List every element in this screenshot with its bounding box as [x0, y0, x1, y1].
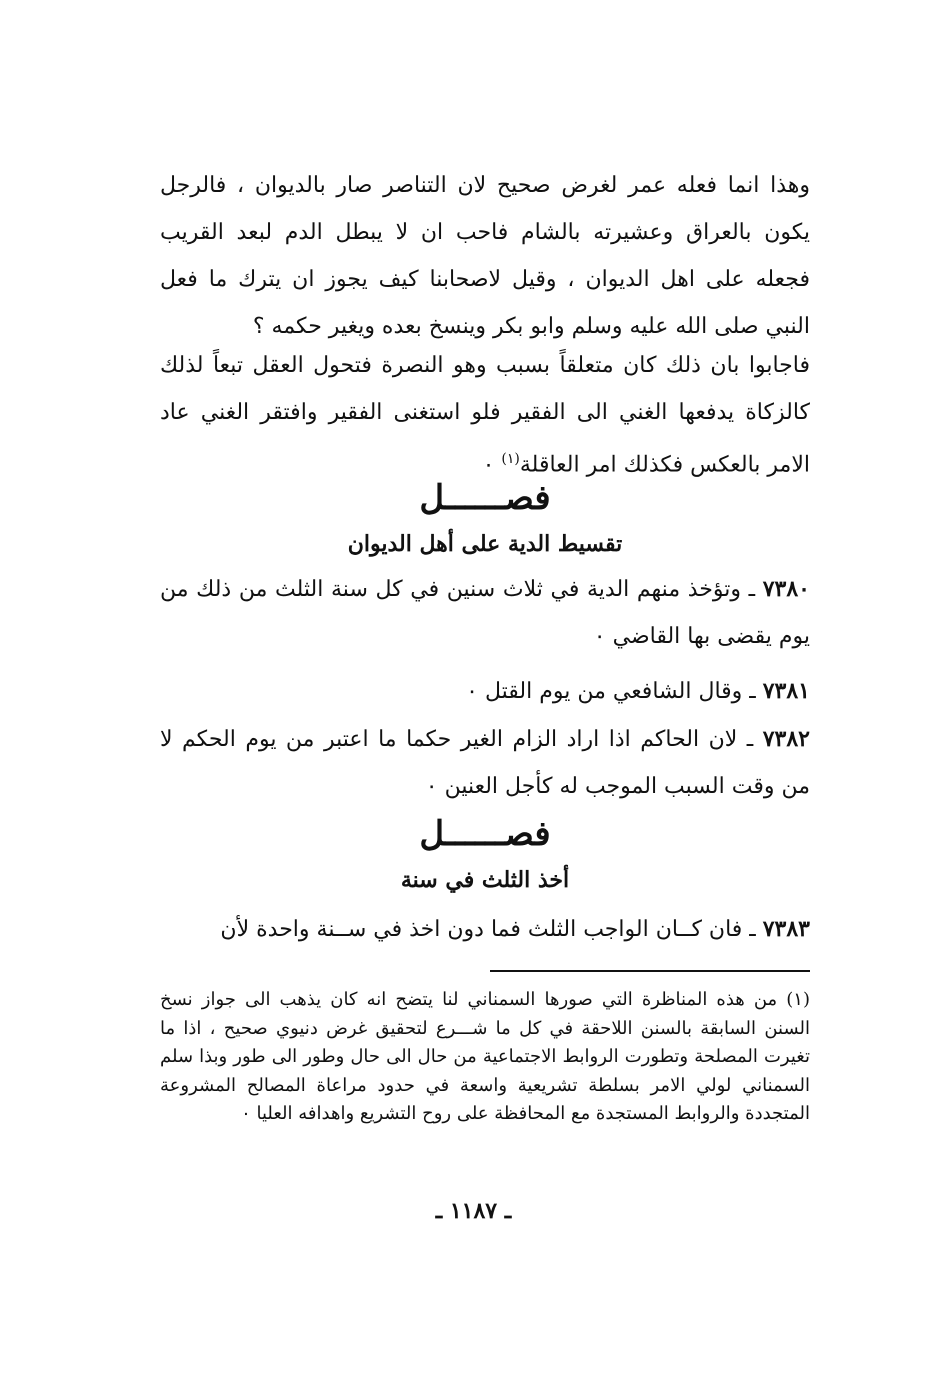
section-1-subtitle: تقسيط الدية على أهل الديوان [347, 531, 623, 557]
paragraph-2-end: ٠ [482, 452, 502, 478]
entry-number: ٧٣٨١ [762, 678, 810, 704]
entry-number: ٧٣٨٢ [762, 726, 810, 752]
page-number: ـ ١١٨٧ ـ [435, 1198, 512, 1224]
entry-number: ٧٣٨٠ [762, 576, 810, 602]
entry-text: ـ لان الحاكم اذا اراد الزام الغير حكما ما اعتبر من يوم الحكم لا من وقت السبب الموجب له كأجل العنين ٠ [160, 727, 810, 799]
entry-text: ـ فان كــان الواجب الثلث فما دون اخذ في ســنة واحدة لأن [220, 917, 763, 942]
paragraph-2-text: فاجابوا بان ذلك كان متعلقاً بسبب وهو النصرة فتحول العقل تبعاً لذلك كالزكاة يدفعها الغني الى الفقير فلو استغنى الفقير وافتقر الغني عاد الامر بالعكس فكذلك امر العاقلة [160, 353, 810, 478]
footnote: (١) من هذه المناظرة التي صورها السمناني لنا يتضح انه كان يذهب الى جواز نسخ السنن السابقة بالسنن اللاحقة في كل ما شـــرع لتحقيق غرض دنيوي صحيح ، اذا ما تغيرت المصلحة وتطورت الروابط الاجتماعية من حال الى حال وطور الى طور وبذا سلم السمناني لولي الامر بسلطة تشريعية واسعة في حدود مراعاة المصالح المشروعة المتجددة والروابط المستجدة مع المحافظة على روح التشريع واهدافه العليا ٠ [160, 989, 810, 1124]
entry-7381 [160, 668, 810, 715]
entry-7382 [160, 716, 810, 810]
footnote-reference: (١) [501, 451, 520, 467]
section-2-subtitle: أخذ الثلث في سنة [400, 867, 570, 893]
entry-number: ٧٣٨٣ [762, 916, 810, 942]
paragraph-1: وهذا انما فعله عمر لغرض صحيح لان التناصر صار بالديوان ، فالرجل يكون بالعراق وعشيرته بالشام فاحب ان لا يبطل الدم لبعد القريب فجعله على اهل الديوان ، وقيل لاصحابنا كيف يجوز ان يترك ما فعل النبي صلى الله عليه وسلم وابو بكر وينسخ بعده ويغير حكمه ؟ [160, 173, 810, 339]
entry-text: ـ وتؤخذ منهم الدية في ثلاث سنين في كل سنة الثلث من ذلك من يوم يقضى بها القاضي ٠ [160, 577, 810, 649]
paragraph-2 [160, 342, 810, 488]
footnote-divider [490, 970, 810, 972]
entry-7383 [160, 906, 810, 953]
section-1-title: فصــــــل [419, 478, 551, 518]
entry-text: ـ وقال الشافعي من يوم القتل ٠ [466, 679, 763, 704]
section-2-title: فصــــــل [419, 814, 551, 854]
entry-7380 [160, 566, 810, 660]
